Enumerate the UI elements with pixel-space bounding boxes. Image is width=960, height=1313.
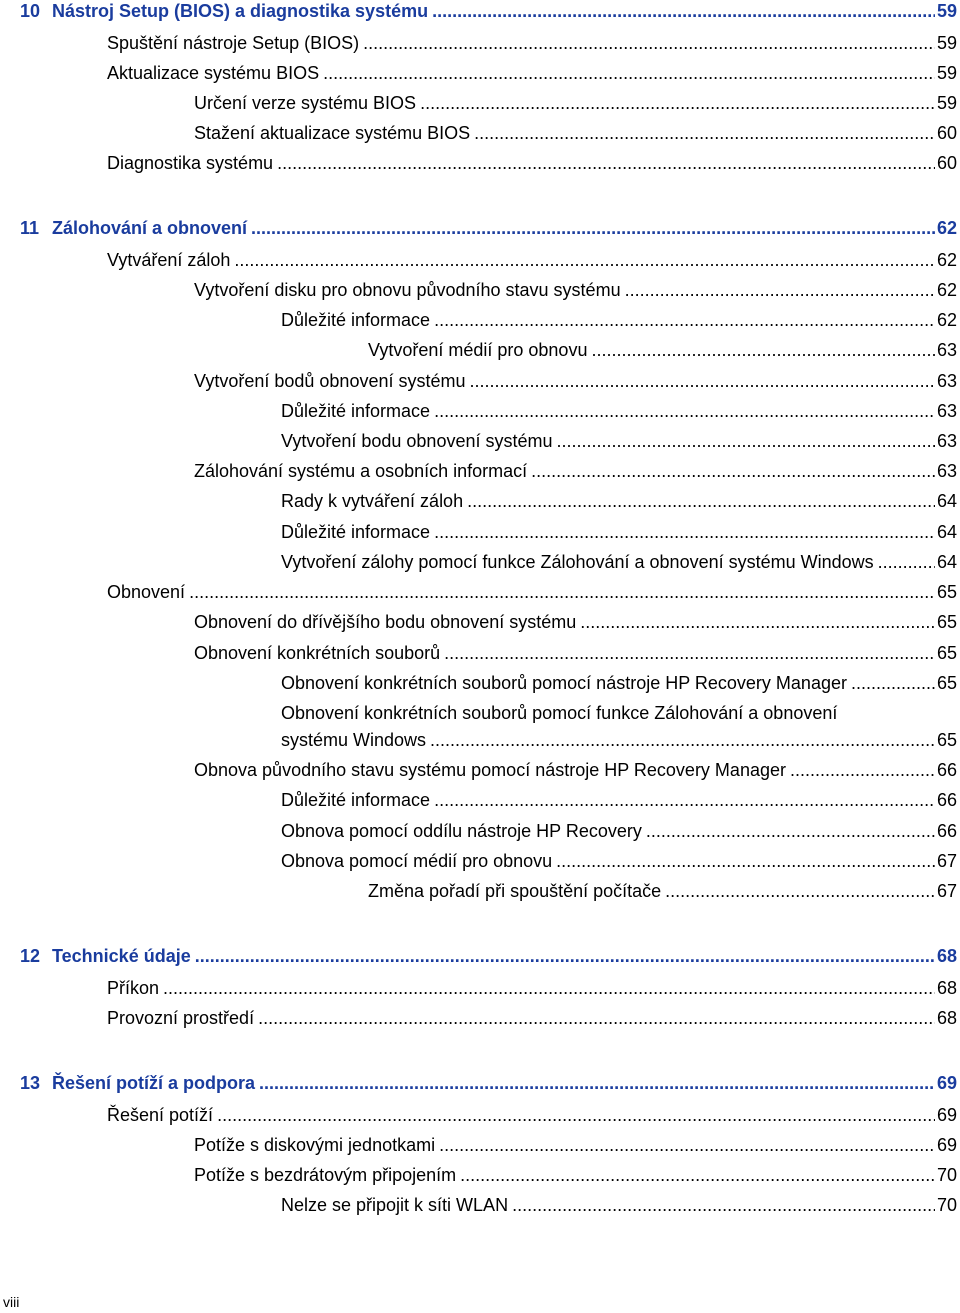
page-number: 59 [936, 1, 957, 21]
toc-entry[interactable]: Vytvoření zálohy pomocí funkce Zálohování a obnovení systému Windows ..... 64 [0, 548, 960, 576]
toc-entry[interactable]: Vytvoření bodů obnovení systému ..... 63 [0, 367, 960, 395]
toc-entry[interactable]: Obnovení do dřívějšího bodu obnovení systému ..... 65 [0, 608, 960, 636]
toc-entry[interactable]: Obnovení konkrétních souborů ..... 65 [0, 639, 960, 667]
chapter-number: 12 [20, 946, 41, 966]
toc-entry[interactable]: Nelze se připojit k síti WLAN ..... 70 [0, 1191, 960, 1219]
page-number: 62 [936, 218, 957, 238]
toc-entry[interactable]: Potíže s diskovými jednotkami ..... 69 [0, 1131, 960, 1159]
toc-entry[interactable]: Obnovení konkrétních souborů pomocí nástroje HP Recovery Manager ..... 65 [0, 669, 960, 697]
toc-entry[interactable]: Důležité informace ..... 63 [0, 397, 960, 425]
page-number: 68 [936, 946, 957, 966]
toc-entry-continued-line: Obnovení konkrétních souborů pomocí funkce Zálohování a obnovení [281, 703, 838, 723]
chapter-title: Řešení potíží a podpora [52, 1073, 256, 1093]
toc-entry[interactable]: Rady k vytváření záloh ..... 64 [0, 487, 960, 515]
toc-entry[interactable]: Obnova pomocí oddílu nástroje HP Recovery ..... 66 [0, 817, 960, 845]
toc-entry[interactable]: Určení verze systému BIOS ..... 59 [0, 89, 960, 117]
toc-entry[interactable]: Potíže s bezdrátovým připojením ..... 70 [0, 1161, 960, 1189]
footer-page-number: viii [3, 1294, 20, 1310]
toc-entry[interactable]: Zálohování systému a osobních informací ..... 63 [0, 457, 960, 485]
toc-entry[interactable]: Příkon ..... 68 [0, 974, 960, 1002]
toc-entry[interactable]: Diagnostika systému ..... 60 [0, 149, 960, 177]
toc-entry[interactable]: Řešení potíží ..... 69 [0, 1101, 960, 1129]
toc-entry[interactable]: Důležité informace ..... 66 [0, 786, 960, 814]
page-number: 69 [936, 1073, 957, 1093]
toc-entry[interactable]: systému Windows ..... 65 [0, 726, 960, 754]
toc-chapter[interactable] [0, 942, 960, 970]
toc-entry[interactable]: Aktualizace systému BIOS ..... 59 [0, 59, 960, 87]
chapter-number: 13 [20, 1073, 41, 1093]
toc-entry[interactable]: Vytváření záloh ..... 62 [0, 246, 960, 274]
toc-entry[interactable]: Důležité informace ..... 64 [0, 518, 960, 546]
toc-entry[interactable]: Obnova původního stavu systému pomocí nástroje HP Recovery Manager ..... 66 [0, 756, 960, 784]
chapter-title: Technické údaje [52, 946, 191, 966]
toc-entry[interactable]: Obnovení ..... 65 [0, 578, 960, 606]
toc-chapter[interactable] [0, 1069, 960, 1097]
toc-chapter[interactable] [0, 214, 960, 242]
toc-entry[interactable]: Vytvoření médií pro obnovu ..... 63 [0, 336, 960, 364]
toc-chapter[interactable] [0, 0, 960, 25]
chapter-title: Zálohování a obnovení [52, 218, 248, 238]
toc-entry[interactable]: Spuštění nástroje Setup (BIOS) ..... 59 [0, 29, 960, 57]
toc-entry[interactable]: Důležité informace ..... 62 [0, 306, 960, 334]
toc-entry[interactable]: Vytvoření disku pro obnovu původního stavu systému ..... 62 [0, 276, 960, 304]
toc-entry[interactable]: Obnova pomocí médií pro obnovu ..... 67 [0, 847, 960, 875]
chapter-number: 11 [20, 218, 40, 238]
toc-entry[interactable]: Vytvoření bodu obnovení systému ..... 63 [0, 427, 960, 455]
chapter-number: 10 [20, 1, 41, 21]
toc-entry[interactable]: Provozní prostředí ..... 68 [0, 1004, 960, 1032]
chapter-title: Nástroj Setup (BIOS) a diagnostika systému [52, 1, 429, 21]
toc-entry[interactable]: Změna pořadí při spouštění počítače ..... 67 [0, 877, 960, 905]
toc-entry[interactable]: Stažení aktualizace systému BIOS ..... 60 [0, 119, 960, 147]
